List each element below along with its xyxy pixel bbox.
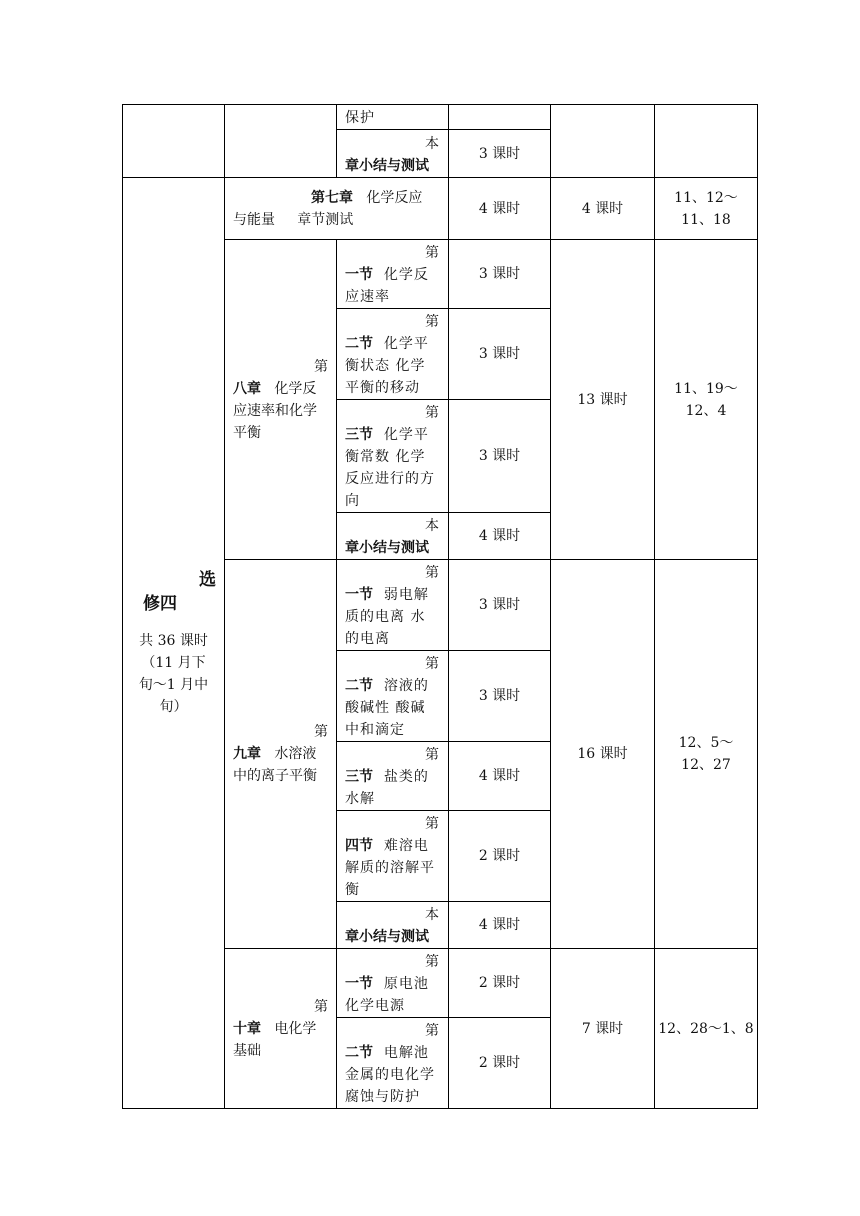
module-title-a: 选 [199, 570, 216, 590]
hours-cell: 3 课时 [449, 560, 551, 651]
chapter-title: 化学反 [274, 380, 317, 397]
total-cell: 4 课时 [551, 178, 655, 240]
total-cell: 7 课时 [551, 949, 655, 1109]
hours-cell: 4 课时 [449, 902, 551, 949]
section-cell: 第 一节 原电池 化学电源 [337, 949, 449, 1018]
summary-prefix: 本 [425, 135, 440, 152]
chapter-cell-empty [225, 105, 337, 178]
section-cell: 第 二节 电解池 金属的电化学 腐蚀与防护 [337, 1018, 449, 1109]
summary-cell: 本 章小结与测试 [337, 902, 449, 949]
chapter-title-line3: 平衡 [233, 424, 261, 441]
table-row [123, 178, 758, 240]
chapter-cell-8 [225, 240, 337, 560]
total-cell: 16 课时 [551, 560, 655, 949]
date-cell: 11、12～11、18 [655, 178, 758, 240]
hours-cell: 3 课时 [449, 400, 551, 513]
summary-cell [337, 130, 449, 178]
chapter-cell-9 [225, 560, 337, 949]
chapter-title-line2: 基础 [233, 1042, 261, 1059]
section-cell: 第 二节 化学平 衡状态 化学 平衡的移动 [337, 309, 449, 400]
section-cell: 第 三节 盐类的 水解 [337, 742, 449, 811]
module-cell-empty [123, 105, 225, 178]
section-cell: 第 一节 化学反 应速率 [337, 240, 449, 309]
hours-cell: 3 课时 [449, 309, 551, 400]
chapter-cell-10 [225, 949, 337, 1109]
total-cell: 13 课时 [551, 240, 655, 560]
hours-cell: 3 课时 [449, 130, 551, 178]
module-total: 共 36 课时 [139, 633, 208, 649]
hours-cell: 3 课时 [449, 651, 551, 742]
hours-cell: 2 课时 [449, 811, 551, 902]
module-title-b: 修四 [143, 594, 177, 614]
hours-cell: 2 课时 [449, 1018, 551, 1109]
chapter-number: 十章 [233, 1020, 261, 1037]
chapter-number: 第七章 [311, 189, 353, 206]
hours-cell: 4 课时 [449, 513, 551, 560]
hours-cell-empty [449, 105, 551, 130]
date-cell: 11、19～12、4 [655, 240, 758, 560]
total-cell-empty [551, 105, 655, 178]
schedule-table [122, 104, 758, 1109]
chapter-title: 化学反应 [366, 189, 423, 206]
module-cell [123, 178, 225, 1109]
chapter-title-line2: 中的离子平衡 [233, 768, 317, 784]
chapter-title-line2: 应速率和化学 [233, 402, 317, 419]
chapter-title: 水溶液 [274, 746, 317, 762]
chapter-prefix: 第 [314, 358, 328, 375]
chapter-title: 电化学 [274, 1020, 317, 1037]
summary-cell: 本 章小结与测试 [337, 513, 449, 560]
date-cell-empty [655, 105, 758, 178]
module-period-c: 旬） [159, 699, 188, 715]
chapter-extra: 章节测试 [297, 211, 354, 228]
chapter-number: 八章 [233, 380, 261, 397]
module-period-b: 旬～1 月中 [138, 677, 209, 693]
section-cell: 第 一节 弱电解 质的电离 水 的电离 [337, 560, 449, 651]
hours-cell: 3 课时 [449, 240, 551, 309]
chapter-prefix: 第 [314, 998, 328, 1015]
section-cell: 第 四节 难溶电 解质的溶解平 衡 [337, 811, 449, 902]
section-cell: 第 二节 溶液的 酸碱性 酸碱 中和滴定 [337, 651, 449, 742]
hours-cell: 4 课时 [449, 742, 551, 811]
section-cell: 保护 [337, 105, 449, 130]
chapter-cell-7 [225, 178, 449, 240]
hours-cell: 4 课时 [449, 178, 551, 240]
date-cell: 12、5～12、27 [655, 560, 758, 949]
module-period-a: （11 月下 [141, 655, 206, 671]
hours-cell: 2 课时 [449, 949, 551, 1018]
summary-label: 章小结与测试 [345, 157, 429, 174]
chapter-number: 九章 [233, 746, 261, 762]
chapter-title-line2: 与能量 [233, 211, 275, 228]
section-cell: 第 三节 化学平 衡常数 化学 反应进行的方 向 [337, 400, 449, 513]
chapter-prefix: 第 [314, 724, 328, 740]
date-cell: 12、28～1、8 [655, 949, 758, 1109]
table-row [123, 105, 758, 130]
